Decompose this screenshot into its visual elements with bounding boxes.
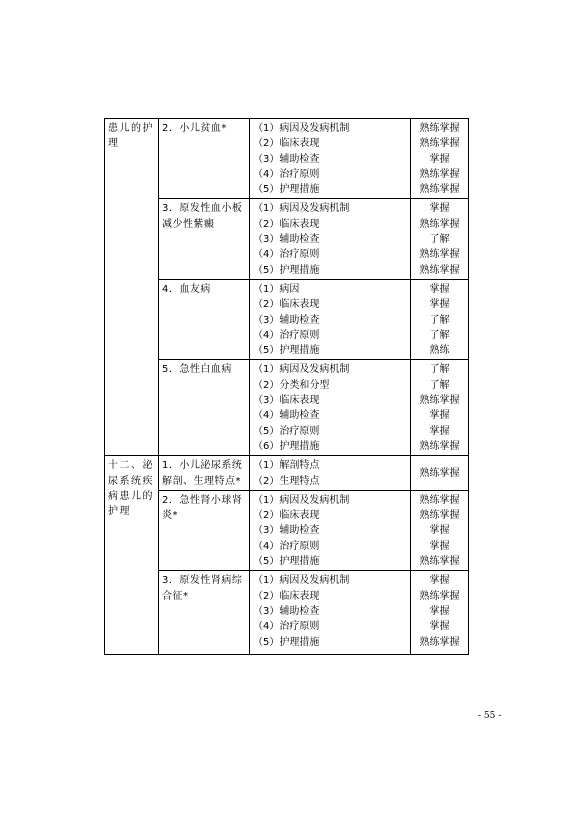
level-label: 掌握: [429, 153, 450, 165]
list-item: （5）护理措施: [253, 636, 320, 648]
list-item: （2）分类和分型: [253, 379, 330, 391]
list-item: （1）病因及发病机制: [253, 203, 350, 215]
topic-cell: 5．急性白血病: [159, 360, 250, 456]
list-item: （4）治疗原则: [253, 249, 320, 261]
level-label: 熟练掌握: [419, 264, 460, 276]
level-label: 掌握: [429, 525, 450, 537]
level-label: 掌握: [429, 410, 450, 422]
list-item: （5）护理措施: [253, 556, 320, 568]
list-item: （4）治疗原则: [253, 621, 320, 633]
list-item: （2）生理特点: [253, 475, 320, 487]
list-item: （1）病因: [253, 283, 300, 295]
level-label: 了解: [429, 234, 450, 246]
level-label: 熟练掌握: [419, 510, 460, 522]
topic-cell: 3．原发性血小板减少性紫癜: [159, 199, 250, 279]
table-row: [105, 119, 469, 199]
level-cell: [411, 119, 469, 199]
list-item: （3）辅助检查: [253, 234, 320, 246]
list-item: （1）病因及发病机制: [253, 494, 350, 506]
list-item: （5）治疗原则: [253, 425, 320, 437]
level-label: 熟练掌握: [419, 123, 460, 134]
list-item: （6）护理措施: [253, 440, 320, 452]
level-label: 掌握: [429, 283, 450, 295]
level-cell: [411, 279, 469, 359]
level-label: 了解: [429, 329, 450, 341]
level-label: 熟练掌握: [419, 168, 460, 180]
level-cell: [411, 571, 469, 655]
list-item: （3）辅助检查: [253, 605, 320, 617]
list-item: （1）解剖特点: [253, 460, 320, 472]
list-item: （2）临床表现: [253, 218, 320, 230]
list-item: （2）临床表现: [253, 299, 320, 311]
table-row: [105, 456, 469, 491]
level-label: 熟练掌握: [419, 440, 460, 452]
topic-cell: 4．血友病: [159, 279, 250, 359]
level-cell: [411, 360, 469, 456]
list-item: （2）临床表现: [253, 590, 320, 602]
level-label: 掌握: [429, 299, 450, 311]
level-label: 熟练掌握: [419, 218, 460, 230]
level-label: 掌握: [429, 203, 450, 215]
level-label: 了解: [429, 314, 450, 326]
level-label: 熟练掌握: [419, 556, 460, 568]
unit-cell: 十二、泌尿系统疾病患儿的护理: [105, 456, 159, 655]
level-label: 掌握: [429, 575, 450, 587]
topic-cell: 3．原发性肾病综合征*: [159, 571, 250, 655]
table-row: [105, 279, 469, 359]
level-label: 了解: [429, 379, 450, 391]
items-cell: [250, 119, 411, 199]
list-item: （3）辅助检查: [253, 314, 320, 326]
level-label: 熟练掌握: [419, 249, 460, 261]
items-cell: [250, 279, 411, 359]
topic-cell: 1．小儿泌尿系统解剖、生理特点*: [159, 456, 250, 491]
level-label: 熟练掌握: [419, 395, 460, 407]
items-cell: [250, 360, 411, 456]
level-label: 熟练掌握: [419, 636, 460, 648]
topic-cell: 2．急性肾小球肾炎*: [159, 490, 250, 570]
page-number: - 55 -: [478, 711, 502, 721]
items-cell: [250, 199, 411, 279]
table-row: [105, 360, 469, 456]
level-label: 掌握: [429, 540, 450, 552]
level-cell: [411, 199, 469, 279]
level-label: 掌握: [429, 605, 450, 617]
level-label: 掌握: [429, 425, 450, 437]
list-item: （1）病因及发病机制: [253, 575, 350, 587]
unit-cell: 患儿的护理: [105, 119, 159, 456]
list-item: （2）临床表现: [253, 510, 320, 522]
list-item: （3）辅助检查: [253, 525, 320, 537]
items-cell: [250, 456, 411, 491]
list-item: （4）治疗原则: [253, 168, 320, 180]
list-item: （4）治疗原则: [253, 329, 320, 341]
level-label: 掌握: [429, 621, 450, 633]
list-item: （4）治疗原则: [253, 540, 320, 552]
syllabus-table: [104, 118, 469, 655]
list-item: （2）临床表现: [253, 138, 320, 150]
level-label: 熟练掌握: [419, 184, 460, 196]
items-cell: [250, 571, 411, 655]
level-label: 熟练掌握: [419, 590, 460, 602]
table-row: [105, 571, 469, 655]
level-label: 熟练掌握: [419, 138, 460, 150]
level-cell: 熟练掌握: [411, 456, 469, 491]
level-label: 熟练: [429, 345, 450, 357]
table-row: [105, 490, 469, 570]
level-cell: [411, 490, 469, 570]
list-item: （3）辅助检查: [253, 153, 320, 165]
list-item: （5）护理措施: [253, 184, 320, 196]
topic-cell: 2．小儿贫血*: [159, 119, 250, 199]
list-item: （1）病因及发病机制: [253, 123, 350, 134]
level-label: 了解: [429, 364, 450, 376]
list-item: （4）辅助检查: [253, 410, 320, 422]
list-item: （5）护理措施: [253, 345, 320, 357]
list-item: （1）病因及发病机制: [253, 364, 350, 376]
list-item: （5）护理措施: [253, 264, 320, 276]
list-item: （3）临床表现: [253, 395, 320, 407]
table-row: [105, 199, 469, 279]
items-cell: [250, 490, 411, 570]
level-label: 熟练掌握: [419, 494, 460, 506]
